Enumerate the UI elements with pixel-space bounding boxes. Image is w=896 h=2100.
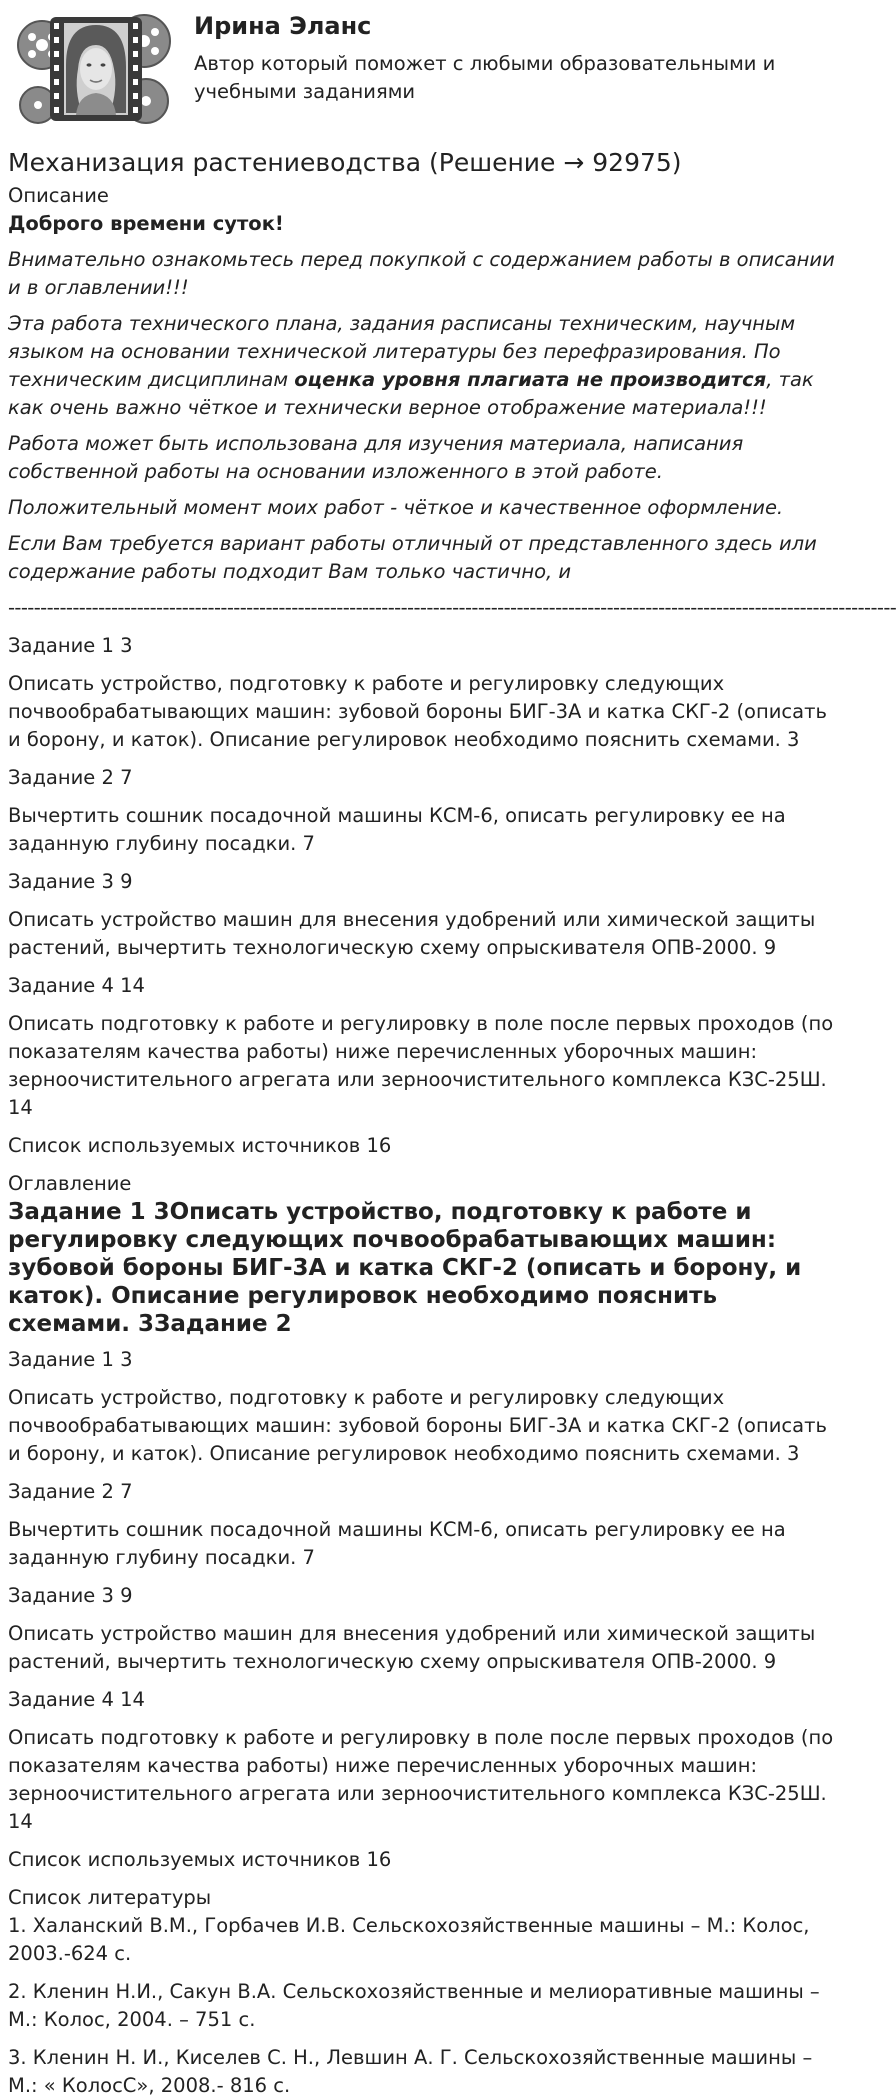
- reference-item: 1. Халанский В.М., Горбачев И.В. Сельскохозяйственные машины – М.: Колос, 2003.-624 с.: [8, 1914, 810, 1965]
- references-section: [8, 1884, 839, 2100]
- toc-entries: [8, 1346, 839, 1874]
- author-description: Автор который поможет с любыми образовательными и учебными заданиями: [194, 52, 776, 103]
- description-paragraph: Положительный момент моих работ - чёткое и качественное оформление.: [8, 496, 784, 519]
- page-title: Механизация растениеводства (Решение → 92975): [8, 148, 682, 177]
- list-item: Описать устройство машин для внесения удобрений или химической защиты растений, вычертить технологическую схему опрыскивателя ОПВ-2000. 9: [8, 908, 816, 959]
- list-item: Задание 3 9: [8, 1584, 133, 1607]
- avatar[interactable]: [14, 5, 174, 127]
- list-item: Вычертить сошник посадочной машины КСМ-6, описать регулировку ее на заданную глубину посадки. 7: [8, 1518, 786, 1569]
- list-item: Описать устройство, подготовку к работе и регулировку следующих почвообрабатывающих машин: зубовой бороны БИГ-3А и катка СКГ-2 (описать и борону, и каток). Описание регулировок необходимо пояснить схемами. 3: [8, 672, 827, 751]
- toc-label: Оглавление: [8, 1172, 132, 1195]
- portrait-film-frame-icon: [14, 5, 174, 127]
- description-entries: [8, 632, 839, 1160]
- author-name[interactable]: Ирина Эланс: [194, 12, 372, 40]
- references-label: Список литературы: [8, 1886, 212, 1909]
- toc-heading: Задание 1 3Описать устройство, подготовку к работе и регулировку следующих почвообрабатывающих машин: зубовой бороны БИГ-3А и катка СКГ-2 (описать и борону, и каток). Описание регулировок необходимо пояснить схемами. 3Задание 2: [8, 1199, 802, 1337]
- description-emphasis: оценка уровня плагиата не производится: [294, 368, 767, 391]
- list-item: Описать устройство, подготовку к работе и регулировку следующих почвообрабатывающих машин: зубовой бороны БИГ-3А и катка СКГ-2 (описать и борону, и каток). Описание регулировок необходимо пояснить схемами. 3: [8, 1386, 827, 1465]
- list-item: Список используемых источников 16: [8, 1134, 392, 1157]
- list-item: Задание 1 3: [8, 634, 133, 657]
- list-item: Описать подготовку к работе и регулировку в поле после первых проходов (по показателям качества работы) ниже перечисленных уборочных машин: зерноочистительного агрегата или зерноочистительного комплекса КЗС-25Ш. 14: [8, 1012, 834, 1119]
- description-section: [8, 182, 839, 586]
- author-block: [8, 0, 839, 136]
- description-paragraph: [8, 310, 839, 422]
- list-item: Задание 2 7: [8, 766, 133, 789]
- list-item: Описать устройство машин для внесения удобрений или химической защиты растений, вычертить технологическую схему опрыскивателя ОПВ-2000. 9: [8, 1622, 816, 1673]
- description-text: , так как очень важно чёткое и технически верное отображение материала!!!: [8, 368, 814, 419]
- list-item: Задание 1 3: [8, 1348, 133, 1371]
- list-item: Задание 4 14: [8, 974, 145, 997]
- divider: ------------------------------------------------------------------------------------------------------------------------------------------: [8, 596, 896, 619]
- description-paragraph: Внимательно ознакомьтесь перед покупкой с содержанием работы в описании и в оглавлении!!!: [8, 248, 835, 299]
- description-paragraph: Если Вам требуется вариант работы отличный от представленного здесь или содержание работы подходит Вам только частично, и: [8, 532, 817, 583]
- list-item: Описать подготовку к работе и регулировку в поле после первых проходов (по показателям качества работы) ниже перечисленных уборочных машин: зерноочистительного агрегата или зерноочистительного комплекса КЗС-25Ш. 14: [8, 1726, 834, 1833]
- list-item: Задание 3 9: [8, 870, 133, 893]
- toc-section: [8, 1170, 839, 1874]
- reference-item: 3. Кленин Н. И., Киселев С. Н., Левшин А. Г. Сельскохозяйственные машины – М.: « КолосС», 2008.- 816 с.: [8, 2046, 813, 2097]
- greeting: Доброго времени суток!: [8, 212, 284, 235]
- description-text: Эта работа технического плана, задания расписаны техническим, научным языком на основании технической литературы без перефразирования. По техническим дисциплинам: [8, 312, 796, 391]
- description-paragraph: Работа может быть использована для изучения материала, написания собственной работы на основании изложенного в этой работе.: [8, 432, 744, 483]
- list-item: Задание 2 7: [8, 1480, 133, 1503]
- description-label: Описание: [8, 184, 109, 207]
- list-item: Вычертить сошник посадочной машины КСМ-6, описать регулировку ее на заданную глубину посадки. 7: [8, 804, 786, 855]
- list-item: Задание 4 14: [8, 1688, 145, 1711]
- list-item: Список используемых источников 16: [8, 1848, 392, 1871]
- reference-item: 2. Кленин Н.И., Сакун В.А. Сельскохозяйственные и мелиоративные машины – М.: Колос, 2004. – 751 с.: [8, 1980, 820, 2031]
